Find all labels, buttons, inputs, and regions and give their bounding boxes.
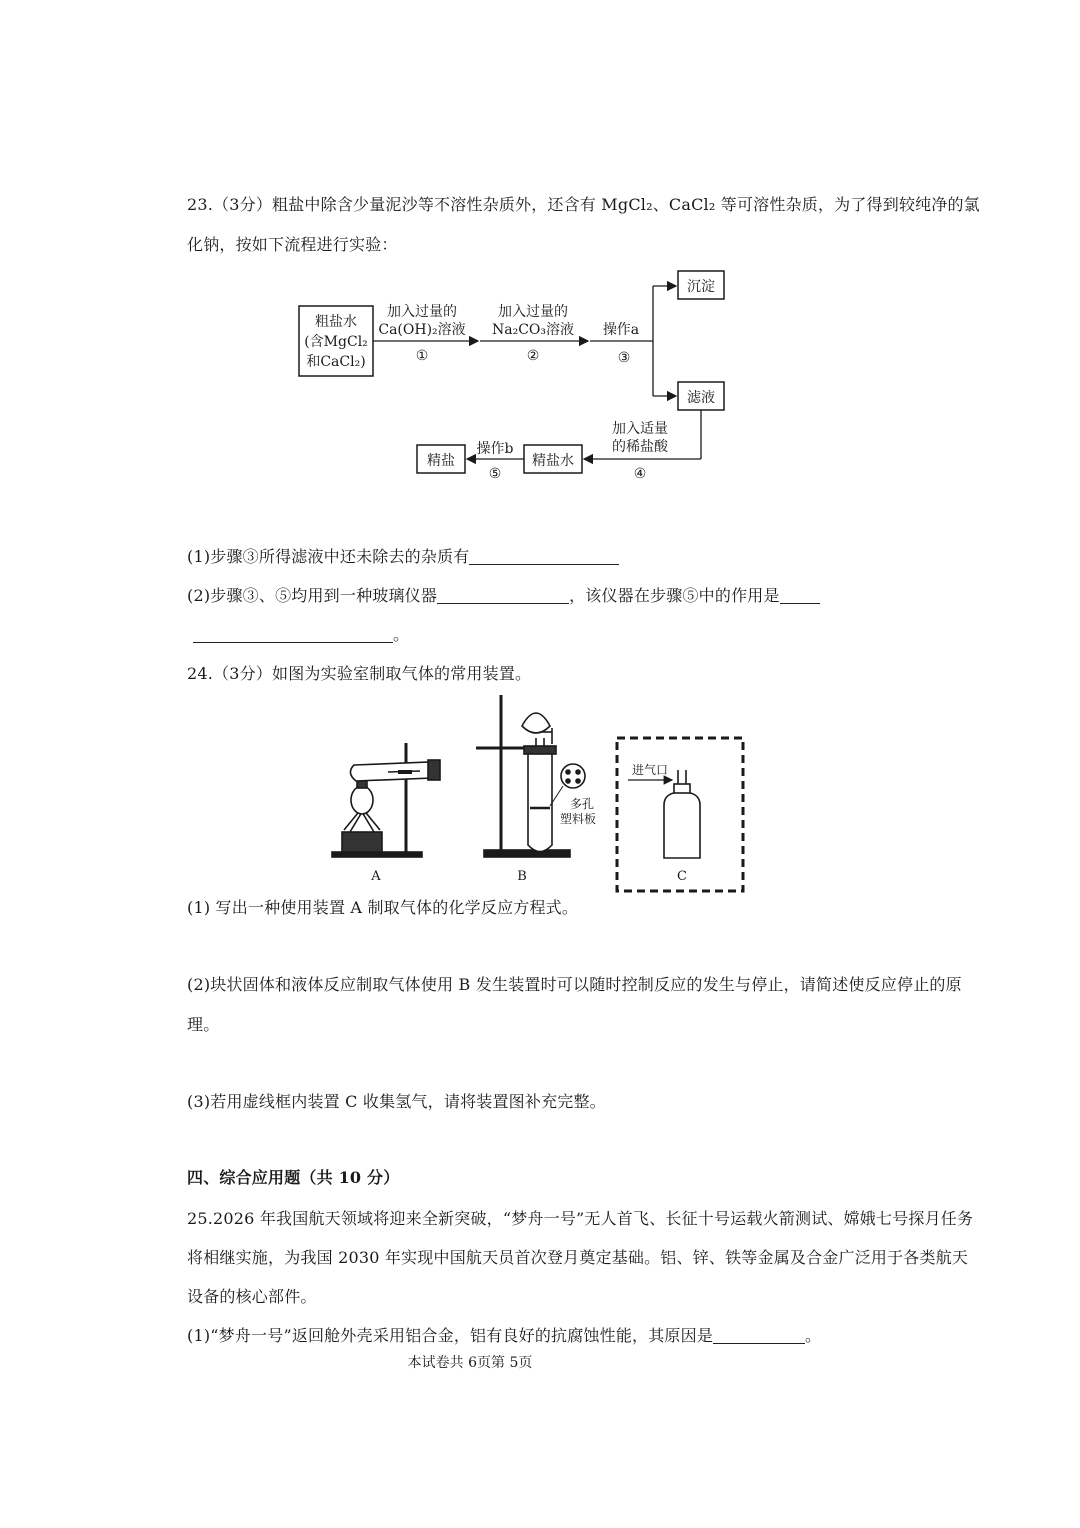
- q23-sub2-text-a: (2)步骤③、⑤均用到一种玻璃仪器: [187, 586, 438, 605]
- flow-step2-top2: Na₂CO₃溶液: [491, 322, 575, 338]
- section4-title: 四、综合应用题（共 10 分）: [187, 1168, 400, 1187]
- q24-stem: 24.（3分）如图为实验室制取气体的常用装置。: [187, 664, 532, 683]
- q23-sub2-text-b: ，该仪器在步骤⑤中的作用是: [569, 586, 780, 605]
- q25-sub1-answer-blank[interactable]: [713, 1327, 805, 1344]
- apparatus-b: [476, 695, 585, 857]
- flow-step1-top1: 加入过量的: [387, 304, 457, 320]
- q25-sub1-text: (1)“梦舟一号”返回舱外壳采用铝合金，铝有良好的抗腐蚀性能，其原因是: [187, 1326, 714, 1345]
- apparatus-b-label: B: [517, 869, 527, 884]
- flow-step1-top2: Ca(OH)₂溶液: [378, 322, 466, 338]
- q23-sub2-continuation: [193, 622, 409, 645]
- flow-step4-top1: 加入适量: [612, 421, 668, 437]
- q23-sub2-answer-blank-1[interactable]: [437, 587, 569, 604]
- porous-plate-label-1: 多孔: [569, 797, 595, 811]
- apparatus-c-label: C: [677, 869, 687, 884]
- apparatus-a-label: A: [371, 869, 381, 884]
- porous-plate-label-2: 塑料板: [559, 812, 597, 826]
- q24-sub3: (3)若用虚线框内装置 C 收集氢气，请将装置图补充完整。: [187, 1092, 606, 1111]
- flow-step2-num: ②: [526, 348, 540, 364]
- q25-line3: 设备的核心部件。: [187, 1287, 317, 1306]
- q24-sub2-line1: (2)块状固体和液体反应制取气体使用 B 发生装置时可以随时控制反应的发生与停止，请简述使反应停止的原: [187, 975, 962, 994]
- page-footer: [0, 1352, 1080, 1372]
- page-number: 本试卷共 6页第 5页: [407, 1355, 533, 1371]
- flow-precipitate-label: 沉淀: [687, 279, 715, 295]
- gas-inlet-label: 进气口: [632, 763, 669, 777]
- q23-stem-line2: 化钠，按如下流程进行实验：: [187, 235, 398, 254]
- flow-step2-top1: 加入过量的: [498, 304, 568, 320]
- flow-step3-top: 操作a: [602, 322, 640, 338]
- flow-step5-top: 操作b: [476, 441, 514, 457]
- flow-start-label-2: (含MgCl₂: [304, 334, 368, 350]
- apparatus-c-bottle: [664, 770, 700, 858]
- q25-sub1-end: 。: [805, 1326, 822, 1345]
- flow-refined-salt-label: 精盐: [427, 453, 455, 469]
- flow-step4-num: ④: [633, 466, 647, 482]
- flow-step3-num: ③: [617, 350, 631, 366]
- q25-sub1: [187, 1323, 821, 1346]
- q23-sub2-end: 。: [393, 625, 410, 644]
- flow-filtrate-label: 滤液: [687, 390, 715, 406]
- flow-step5-num: ⑤: [488, 466, 502, 482]
- apparatus-a: [332, 743, 440, 857]
- q23-sub2-answer-blank-3[interactable]: [193, 626, 393, 643]
- q23-flow-diagram: [280, 262, 760, 482]
- q24-apparatus-figure: [325, 688, 755, 898]
- q23-sub2: [187, 583, 820, 606]
- flow-start-label-3: 和CaCl₂): [306, 354, 366, 370]
- q23-sub1-answer-blank[interactable]: [469, 548, 619, 565]
- q23-sub1: [187, 544, 619, 567]
- q23-stem-line1: 23.（3分）粗盐中除含少量泥沙等不溶性杂质外，还含有 MgCl₂、CaCl₂ 等可溶性杂质，为了得到较纯净的氯: [187, 195, 980, 214]
- q23-sub1-text: (1)步骤③所得滤液中还未除去的杂质有: [187, 547, 470, 566]
- q25-line2: 将相继实施，为我国 2030 年实现中国航天员首次登月奠定基础。铝、锌、铁等金属及合金广泛用于各类航天: [187, 1248, 969, 1267]
- flow-start-label-1: 粗盐水: [315, 314, 357, 330]
- flow-refined-water-label: 精盐水: [532, 453, 574, 469]
- flow-step4-top2: 的稀盐酸: [612, 439, 668, 455]
- q24-sub2-line2: 理。: [187, 1015, 220, 1034]
- q24-sub1: (1) 写出一种使用装置 A 制取气体的化学反应方程式。: [187, 898, 579, 917]
- flow-step1-num: ①: [415, 348, 429, 364]
- q23-sub2-answer-blank-2[interactable]: [780, 587, 820, 604]
- q25-line1: 25.2026 年我国航天领域将迎来全新突破，“梦舟一号”无人首飞、长征十号运载火箭测试、嫦娥七号探月任务: [187, 1209, 974, 1228]
